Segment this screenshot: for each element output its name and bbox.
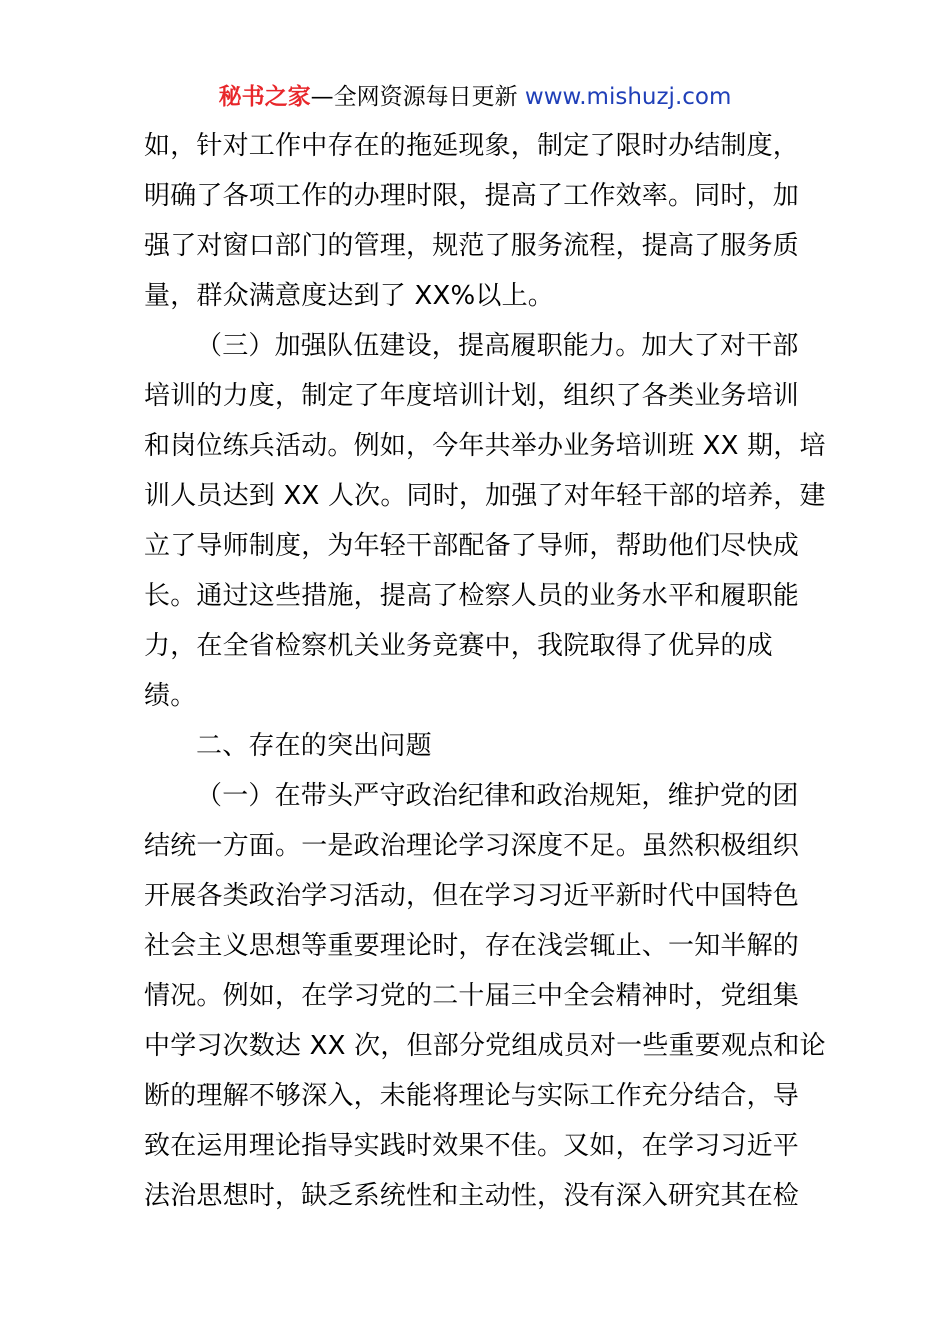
document-body bbox=[144, 121, 826, 1221]
text-line: 开展各类政治学习活动，但在学习习近平新时代中国特色 bbox=[144, 881, 800, 911]
text-line: 长。通过这些措施，提高了检察人员的业务水平和履职能 bbox=[144, 581, 800, 611]
banner-tagline: —全网资源每日更新 bbox=[310, 84, 525, 110]
text-line: 中学习次数达 XX 次，但部分党组成员对一些重要观点和论 bbox=[144, 1031, 826, 1061]
paragraph-start-line: （三）加强队伍建设，提高履职能力。加大了对干部 bbox=[196, 331, 799, 361]
brand-name: 秘书之家 bbox=[218, 84, 311, 110]
text-line: 明确了各项工作的办理时限，提高了工作效率。同时，加 bbox=[144, 181, 800, 211]
site-url-link[interactable]: www.mishuzj.com bbox=[524, 84, 732, 110]
text-line: 训人员达到 XX 人次。同时，加强了对年轻干部的培养，建 bbox=[144, 481, 826, 511]
text-line: 培训的力度，制定了年度培训计划，组织了各类业务培训 bbox=[144, 381, 800, 411]
text-line: 量，群众满意度达到了 XX%以上。 bbox=[144, 281, 554, 311]
text-line: 强了对窗口部门的管理，规范了服务流程，提高了服务质 bbox=[144, 231, 800, 261]
text-line: 力，在全省检察机关业务竞赛中，我院取得了优异的成 bbox=[144, 631, 773, 661]
text-line: 绩。 bbox=[144, 681, 197, 711]
site-banner bbox=[0, 80, 950, 114]
text-line: 法治思想时，缺乏系统性和主动性，没有深入研究其在检 bbox=[144, 1181, 800, 1211]
text-line: 和岗位练兵活动。例如，今年共举办业务培训班 XX 期，培 bbox=[144, 431, 826, 461]
text-line: 立了导师制度，为年轻干部配备了导师，帮助他们尽快成 bbox=[144, 531, 800, 561]
paragraph-start-line: （一）在带头严守政治纪律和政治规矩，维护党的团 bbox=[196, 781, 799, 811]
text-line: 结统一方面。一是政治理论学习深度不足。虽然积极组织 bbox=[144, 831, 800, 861]
text-line: 社会主义思想等重要理论时，存在浅尝辄止、一知半解的 bbox=[144, 931, 800, 961]
text-line: 断的理解不够深入，未能将理论与实际工作充分结合，导 bbox=[144, 1081, 800, 1111]
section-heading: 二、存在的突出问题 bbox=[196, 731, 432, 761]
text-line: 如，针对工作中存在的拖延现象，制定了限时办结制度， bbox=[144, 131, 800, 161]
text-line: 致在运用理论指导实践时效果不佳。又如，在学习习近平 bbox=[144, 1131, 800, 1161]
text-line: 情况。例如，在学习党的二十届三中全会精神时，党组集 bbox=[144, 981, 800, 1011]
